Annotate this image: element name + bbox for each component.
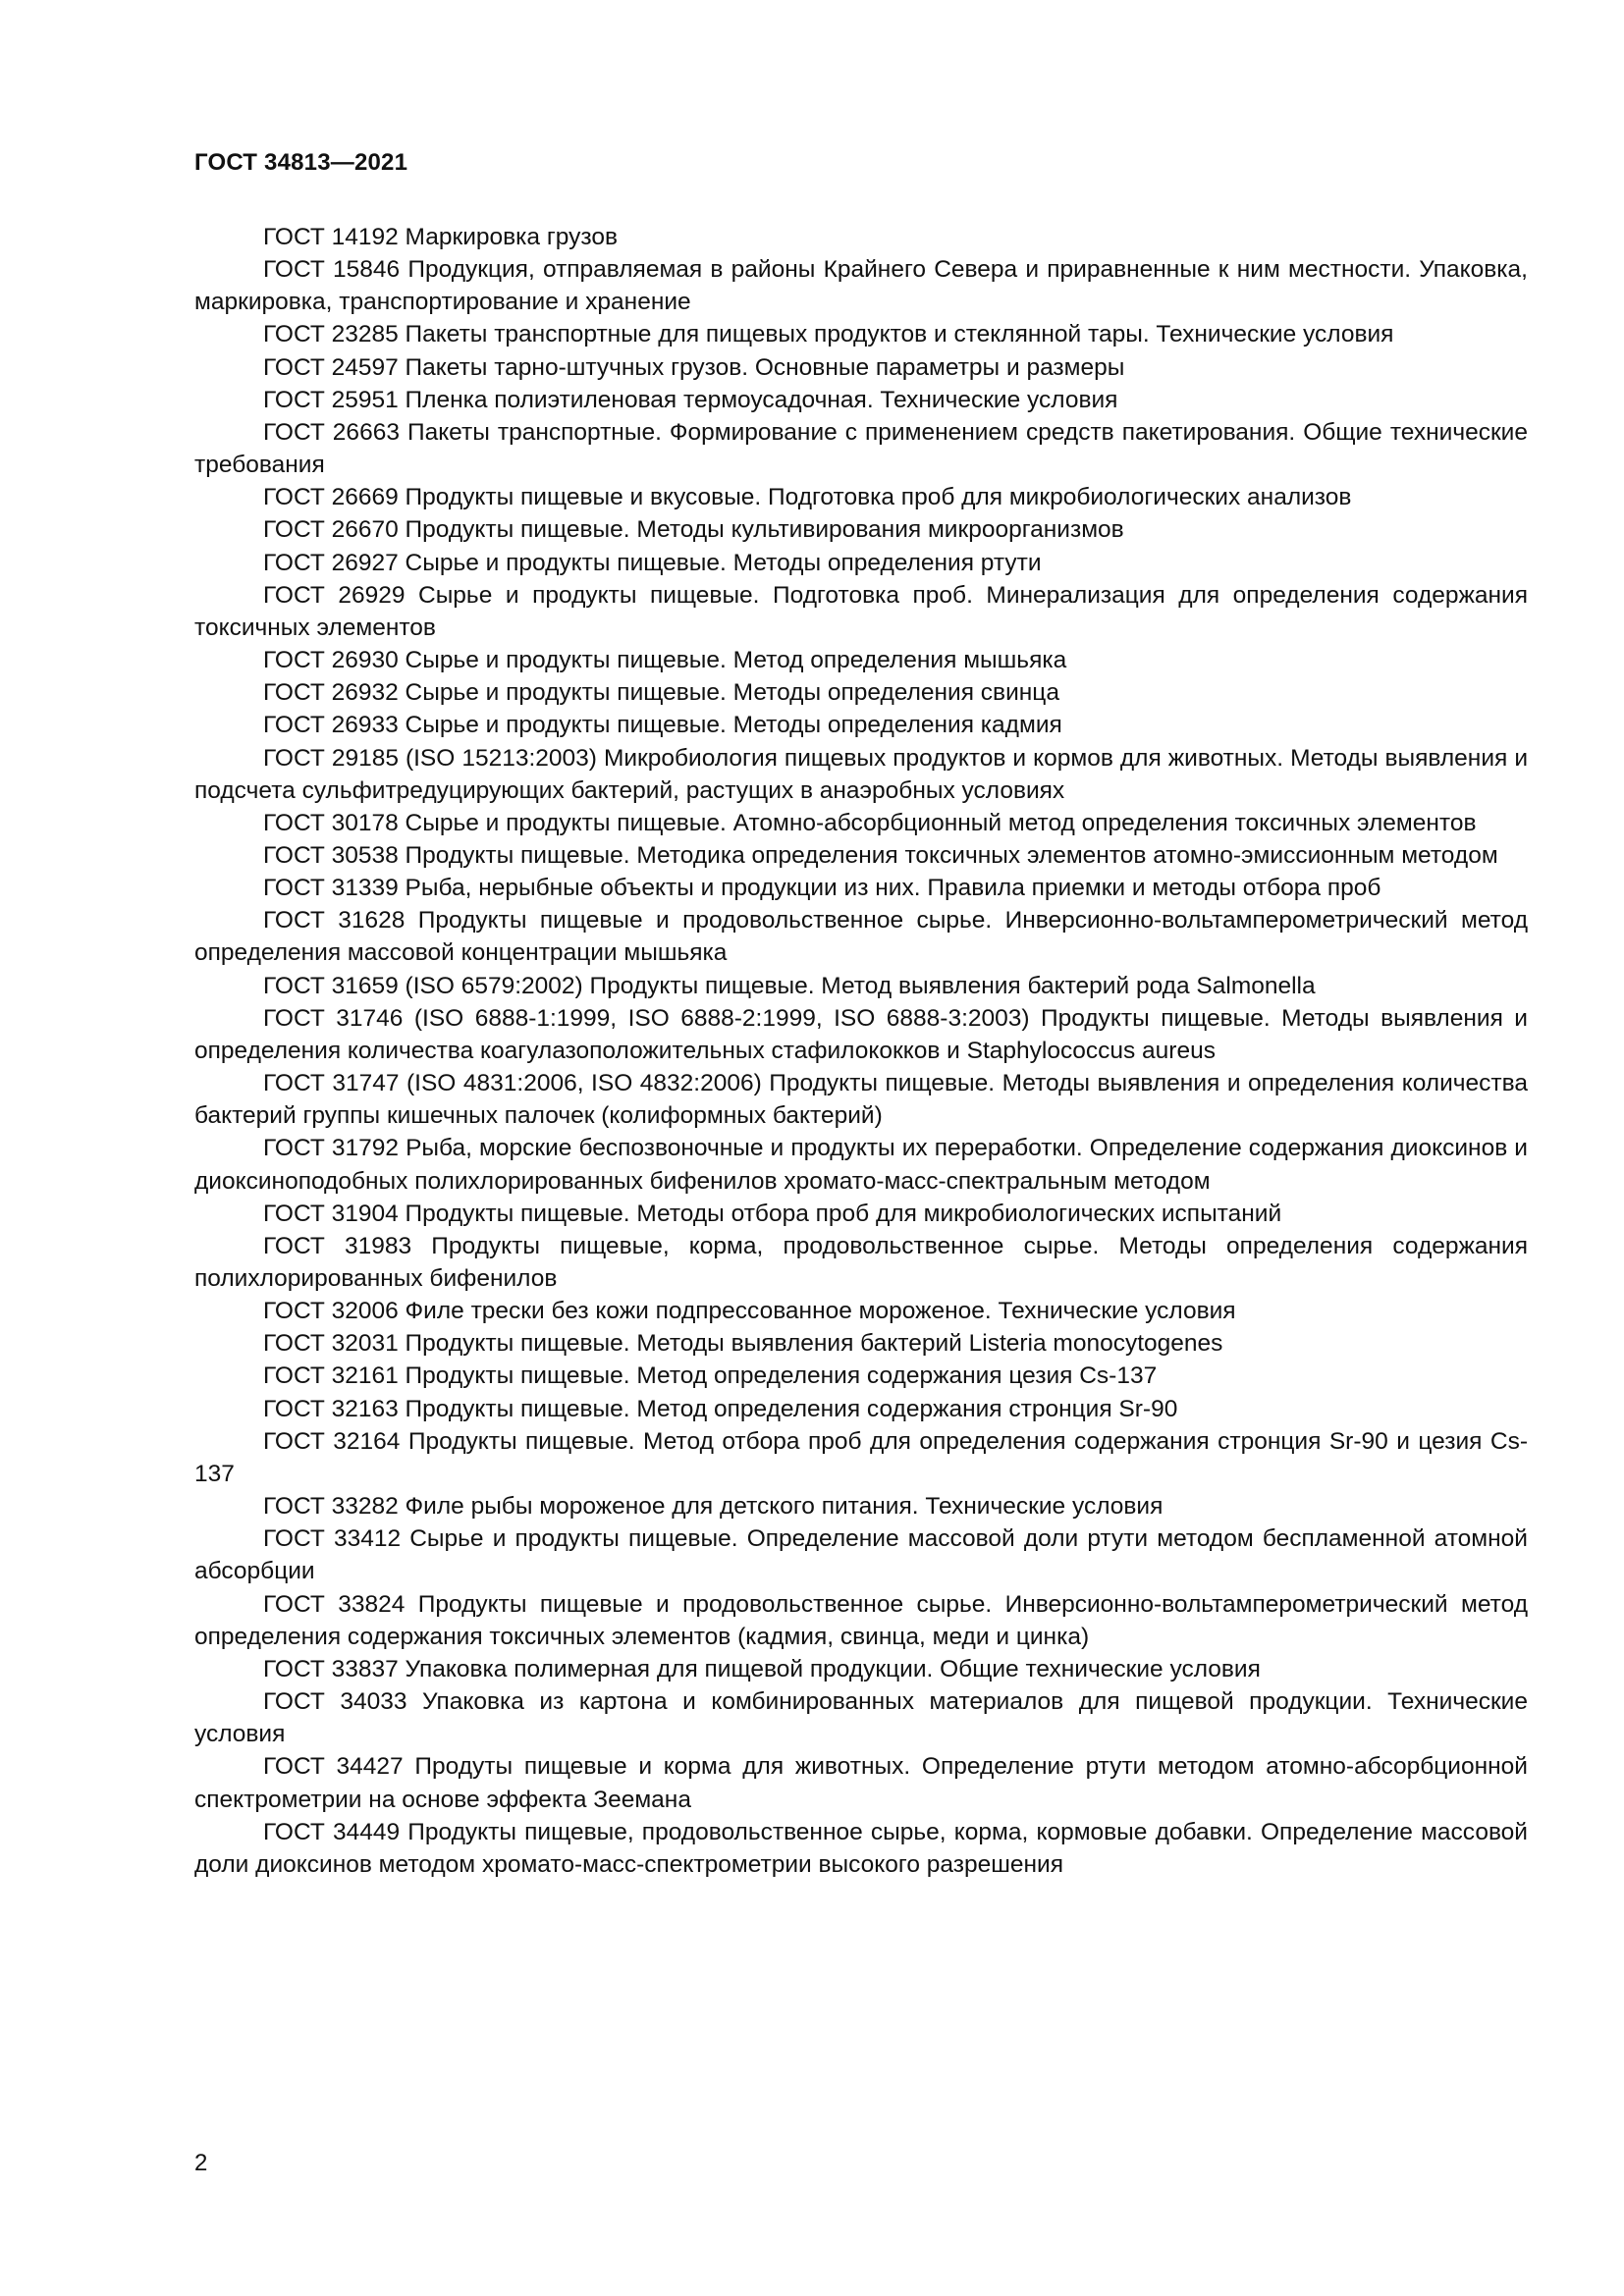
reference-item: ГОСТ 23285 Пакеты транспортные для пищевых продуктов и стеклянной тары. Технические условия [263, 321, 1394, 348]
reference-item: ГОСТ 34033 Упаковка из картона и комбинированных материалов для пищевой продукции. Технические условия [194, 1688, 1528, 1748]
reference-item: ГОСТ 26930 Сырье и продукты пищевые. Метод определения мышьяка [263, 647, 1067, 674]
reference-item: ГОСТ 31983 Продукты пищевые, корма, продовольственное сырье. Методы определения содержания полихлорированных бифенилов [194, 1232, 1528, 1292]
document-header: ГОСТ 34813—2021 [194, 149, 408, 176]
normative-references-list [194, 221, 1528, 1881]
reference-item: ГОСТ 26663 Пакеты транспортные. Формирование с применением средств пакетирования. Общие технические требования [194, 418, 1528, 479]
reference-item: ГОСТ 34449 Продукты пищевые, продовольственное сырье, корма, кормовые добавки. Определение массовой доли диоксинов методом хромато-масс-спектрометрии высокого разрешения [194, 1818, 1528, 1878]
reference-item: ГОСТ 14192 Маркировка грузов [263, 224, 618, 250]
reference-item: ГОСТ 30538 Продукты пищевые. Методика определения токсичных элементов атомно-эмиссионным методом [263, 841, 1498, 869]
reference-item: ГОСТ 31339 Рыба, нерыбные объекты и продукции из них. Правила приемки и методы отбора проб [263, 875, 1381, 902]
reference-item: ГОСТ 31904 Продукты пищевые. Методы отбора проб для микробиологических испытаний [263, 1200, 1282, 1227]
reference-item: ГОСТ 31628 Продукты пищевые и продовольственное сырье. Инверсионно-вольтамперометрический метод определения массовой концентрации мышьяка [194, 907, 1528, 967]
reference-item: ГОСТ 33837 Упаковка полимерная для пищевой продукции. Общие технические условия [263, 1655, 1261, 1682]
reference-item: ГОСТ 24597 Пакеты тарно-штучных грузов. Основные параметры и размеры [263, 353, 1125, 381]
reference-item: ГОСТ 26927 Сырье и продукты пищевые. Методы определения ртути [263, 549, 1042, 576]
reference-item: ГОСТ 31659 (ISO 6579:2002) Продукты пищевые. Метод выявления бактерий рода Salmonella [263, 972, 1316, 999]
reference-item: ГОСТ 26932 Сырье и продукты пищевые. Методы определения свинца [263, 679, 1059, 707]
reference-item: ГОСТ 32006 Филе трески без кожи подпрессованное мороженое. Технические условия [263, 1298, 1236, 1325]
reference-item: ГОСТ 30178 Сырье и продукты пищевые. Атомно-абсорбционный метод определения токсичных элементов [263, 809, 1477, 836]
reference-item: ГОСТ 31792 Рыба, морские беспозвоночные и продукты их переработки. Определение содержания диоксинов и диоксиноподобных полихлорированных бифенилов хромато-масс-спектральным методом [194, 1135, 1528, 1195]
reference-item: ГОСТ 32163 Продукты пищевые. Метод определения содержания стронция Sr-90 [263, 1395, 1178, 1422]
reference-item: ГОСТ 26933 Сырье и продукты пищевые. Методы определения кадмия [263, 712, 1062, 739]
reference-item: ГОСТ 32161 Продукты пищевые. Метод определения содержания цезия Cs-137 [263, 1362, 1158, 1390]
reference-item: ГОСТ 15846 Продукция, отправляемая в районы Крайнего Севера и приравненные к ним местности. Упаковка, маркировка, транспортирование и хранение [194, 256, 1528, 316]
reference-item: ГОСТ 29185 (ISO 15213:2003) Микробиология пищевых продуктов и кормов для животных. Методы выявления и подсчета сульфитредуцирующих бактерий, растущих в анаэробных условиях [194, 744, 1528, 804]
reference-item: ГОСТ 31747 (ISO 4831:2006, ISO 4832:2006) Продукты пищевые. Методы выявления и определения количества бактерий группы кишечных палочек (колиформных бактерий) [194, 1070, 1528, 1130]
reference-item: ГОСТ 26669 Продукты пищевые и вкусовые. Подготовка проб для микробиологических анализов [263, 484, 1352, 511]
reference-item: ГОСТ 31746 (ISO 6888-1:1999, ISO 6888-2:1999, ISO 6888-3:2003) Продукты пищевые. Методы выявления и определения количества коагулазоположительных стафилококков и Staphylococcus aureus [194, 1004, 1528, 1064]
reference-item: ГОСТ 25951 Пленка полиэтиленовая термоусадочная. Технические условия [263, 386, 1118, 413]
reference-item: ГОСТ 32164 Продукты пищевые. Метод отбора проб для определения содержания стронция Sr-90 и цезия Cs-137 [194, 1427, 1528, 1487]
reference-item: ГОСТ 33282 Филе рыбы мороженое для детского питания. Технические условия [263, 1493, 1164, 1521]
reference-item: ГОСТ 33824 Продукты пищевые и продовольственное сырье. Инверсионно-вольтамперометрический метод определения содержания токсичных элементов (кадмия, свинца, меди и цинка) [194, 1590, 1528, 1650]
reference-item: ГОСТ 33412 Сырье и продукты пищевые. Определение массовой доли ртути методом беспламенной атомной абсорбции [194, 1525, 1528, 1585]
reference-item: ГОСТ 26670 Продукты пищевые. Методы культивирования микроорганизмов [263, 516, 1124, 544]
reference-item: ГОСТ 34427 Продуты пищевые и корма для животных. Определение ртути методом атомно-абсорбционной спектрометрии на основе эффекта Зеемана [194, 1753, 1528, 1813]
reference-item: ГОСТ 32031 Продукты пищевые. Методы выявления бактерий Listeria monocytogenes [263, 1330, 1223, 1358]
reference-item: ГОСТ 26929 Сырье и продукты пищевые. Подготовка проб. Минерализация для определения содержания токсичных элементов [194, 581, 1528, 641]
page-number: 2 [194, 2150, 208, 2176]
